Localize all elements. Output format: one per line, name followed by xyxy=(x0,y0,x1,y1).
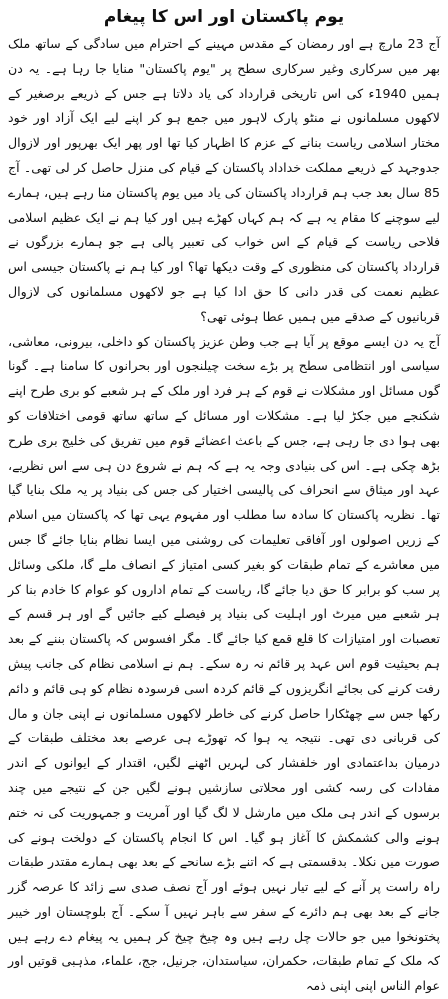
article-paragraph-1: آج 23 مارچ ہے اور رمضان کے مقدس مہینے کے احترام میں سادگی کے ساتھ ملک بھر میں سرکاری وغیر سرکاری سطح پر "یوم پاکستان" منایا جا رہا ہے۔ یہ دن ہمیں 1940ء کی اس تاریخی قرارداد کی یاد دلاتا ہے جس کے ذریعے برصغیر کے لاکھوں مسلمانوں نے منٹو پارک لاہور میں جمع ہو کر اپنے لیے ایک آزاد اور خود مختار اسلامی ریاست بنانے کے عزم کا اظہار کیا تھا اور پھر ایک بھرپور اور لازوال جدوجہد کے ذریعے مملکت خداداد پاکستان کے قیام کی منزل حاصل کر لی تھی۔ آج 85 سال بعد جب ہم قرارداد پاکستان کی یاد میں یوم پاکستان منا رہے ہیں، ہمارے لیے سوچنے کا مقام یہ ہے کہ ہم کہاں کھڑے ہیں اور کیا ہم نے ایک عظیم اسلامی فلاحی ریاست کے قیام کے اس خواب کی تعبیر پالی ہے جو ہمارے بزرگوں نے قرارداد پاکستان کی منظوری کے وقت دیکھا تھا؟ اور کیا ہم نے پاکستان جیسی اس عظیم نعمت کی قدر دانی کا حق ادا کیا ہے جو لاکھوں مسلمانوں کی لازوال قربانیوں کے صدقے میں ہمیں عطا ہوئی تھی؟ xyxy=(8,36,440,324)
article-title: یوم پاکستان اور اس کا پیغام xyxy=(103,7,345,27)
article-paragraph-2: آج یہ دن ایسے موقع پر آیا ہے جب وطن عزیز پاکستان کو داخلی، بیرونی، معاشی، سیاسی اور انتظامی سطح پر بڑے سخت چیلنجوں اور بحرانوں کا سامنا ہے۔ گونا گوں مسائل اور مشکلات نے قوم کے ہر فرد اور ملک کے ہر شعبے کو بری طرح اپنے شکنجے میں جکڑ لیا ہے۔ مشکلات اور مسائل کے ساتھ ساتھ قومی اختلافات کو بھی ہوا دی جا رہی ہے، جس کے باعث اعضائے قوم میں تفریق کی خلیج بری طرح بڑھ چکی ہے۔ اس کی بنیادی وجہ یہ ہے کہ ہم نے شروع دن ہی سے اس نظریے، عہد اور میثاق سے انحراف کی پالیسی اختیار کی جس کی بنیاد پر یہ ملک بنایا گیا تھا۔ نظریہ پاکستان کا سادہ سا مطلب اور مفہوم یہی تھا کہ پاکستان میں اسلام کے زریں اصولوں اور آفاقی تعلیمات کی روشنی میں ایسا نظام بنایا جائے گا جس میں معاشرے کے تمام طبقات کو بغیر کسی امتیاز کے انصاف ملے گا، ملکی وسائل پر سب کو برابر کا حق دیا جائے گا، ریاست کے تمام اداروں کو عوام کا خادم بنا کر ہر شعبے میں میرٹ اور اہلیت کی بنیاد پر فیصلے کیے جائیں گے اور ہر قسم کے تعصبات اور امتیازات کا قلع قمع کیا جائے گا۔ مگر افسوس کہ پاکستان بننے کے بعد ہم بحیثیت قوم اس عہد پر قائم نہ رہ سکے۔ ہم نے اسلامی نظام کی جانب پیش رفت کرنے کی بجائے انگریزوں کے قائم کردہ اسی فرسودہ نظام کو ہی قائم و دائم رکھا جس سے چھٹکارا حاصل کرنے کی خاطر لاکھوں مسلمانوں نے اپنی جان و مال کی قربانی دی تھی۔ نتیجہ یہ ہوا کہ تھوڑے ہی عرصے بعد مختلف طبقات کے درمیان بداعتمادی اور خلفشار کی لہریں اٹھنے لگیں، اقتدار کے ایوانوں کے اندر مفادات کی رسہ کشی اور محلاتی سازشیں ہونے لگیں جن کے نتیجے میں چند برسوں کے اندر ہی ملک میں مارشل لا لگ گیا اور آمریت و جمہوریت کی نہ ختم ہونے والی کشمکش کا آغاز ہو گیا۔ اس کا انجام پاکستان کے دولخت ہونے کی صورت میں نکلا۔ بدقسمتی ہے کہ اتنے بڑے سانحے کے بعد بھی ہمارے مقتدر طبقات راہ راست پر آنے کے لیے تیار نہیں ہوئے اور آج نصف صدی سے زائد کا عرصہ گزر جانے کے بعد بھی ہم دائرے کے سفر سے باہر نہیں آ سکے۔ آج بلوچستان اور خیبر پختونخوا میں جو حالات چل رہے ہیں وہ چیخ چیخ کر ہمیں یہ پیغام دے رہے ہیں کہ ملک کے تمام طبقات، حکمران، سیاستدان، جرنیل، جج، علماء، مذہبی قوتیں اور عوام الناس اپنی اپنی ذمہ xyxy=(8,333,440,994)
